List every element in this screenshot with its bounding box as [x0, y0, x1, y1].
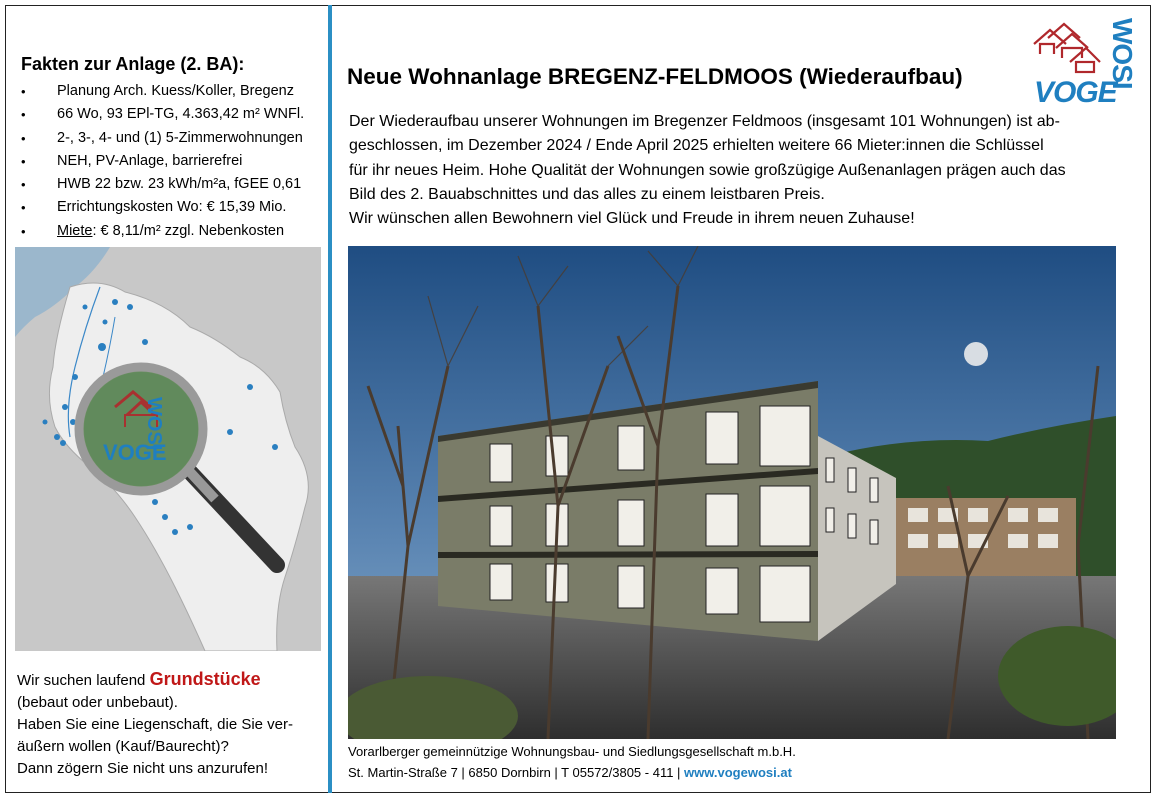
facts-title: Fakten zur Anlage (2. BA):: [21, 54, 245, 74]
bullet-icon: •: [21, 107, 26, 123]
map-logo-left: VOGE: [103, 440, 167, 465]
fact-item: • 66 Wo, 93 EPl-TG, 4.363,42 m² WNFl.: [21, 103, 304, 126]
bullet-icon: •: [21, 84, 26, 99]
footer-company: Vorarlberger gemeinnützige Wohnungsbau- und Siedlungsgesellschaft m.b.H.: [348, 744, 796, 759]
map-logo-right: WOSI: [143, 397, 165, 451]
region-map: [15, 247, 321, 651]
fact-item: • Errichtungskosten Wo: € 15,39 Mio.: [21, 196, 304, 219]
logo-text-right: WOSI: [1107, 18, 1138, 89]
vogewosi-logo: [1030, 18, 1142, 109]
fact-item: • 2-, 3-, 4- und (1) 5-Zimmerwohnungen: [21, 127, 304, 150]
fact-item: • Planung Arch. Kuess/Koller, Bregenz: [21, 80, 304, 103]
building-photo: [348, 246, 1116, 739]
logo-text-left: VOGE: [1034, 76, 1117, 109]
bullet-icon: •: [21, 153, 26, 169]
facts-list: [21, 80, 304, 243]
cta-highlight: Grundstücke: [149, 669, 261, 689]
rent-value: : € 8,11/m² zzgl. Nebenkosten: [92, 222, 285, 239]
intro-text: Der Wiederaufbau unserer Wohnungen im Bregenzer Feldmoos (insgesamt 101 Wohnungen) ist ab- geschlossen, im Dezember 2024 / Ende April 2025 erhielten weitere 66 Mieter:innen die Schlüssel für ihr neues Heim. Hohe Qualität der Wohnungen sowie großzügige Außenanlagen prägen auch das Bild des 2. Bauabschnittes und das alles zu einem leistbaren Preis. Wir wünschen allen Bewohnern viel Glück und Freude in ihrem neuen Zuhause!: [349, 113, 1066, 228]
bullet-icon: •: [21, 200, 26, 216]
photo-illustration: [348, 246, 1116, 739]
bullet-icon: •: [21, 223, 26, 239]
footer-contact: [348, 765, 792, 780]
website-link[interactable]: www.vogewosi.at: [684, 765, 792, 780]
bullet-icon: •: [21, 177, 26, 193]
rent-label: Miete: [57, 222, 93, 239]
column-divider: [328, 5, 332, 793]
fact-item-rent: [21, 220, 304, 243]
bullet-icon: •: [21, 130, 26, 146]
fact-item: • HWB 22 bzw. 23 kWh/m²a, fGEE 0,61: [21, 173, 304, 196]
footer-address: St. Martin-Straße 7 | 6850 Dornbirn | T 05572/3805 - 411 |: [348, 765, 685, 780]
map-graphic: [15, 247, 321, 651]
call-to-action: Wir suchen laufend Grundstücke (bebaut oder unbebaut). Haben Sie eine Liegenschaft, die Sie ver- äußern wollen (Kauf/Baurecht)? Dann zögern Sie nicht uns anzurufen!: [17, 669, 294, 777]
fact-item: • NEH, PV-Anlage, barrierefrei: [21, 150, 304, 173]
page-title: Neue Wohnanlage BREGENZ-FELDMOOS (Wiederaufbau): [347, 64, 963, 89]
moon: [964, 342, 988, 366]
